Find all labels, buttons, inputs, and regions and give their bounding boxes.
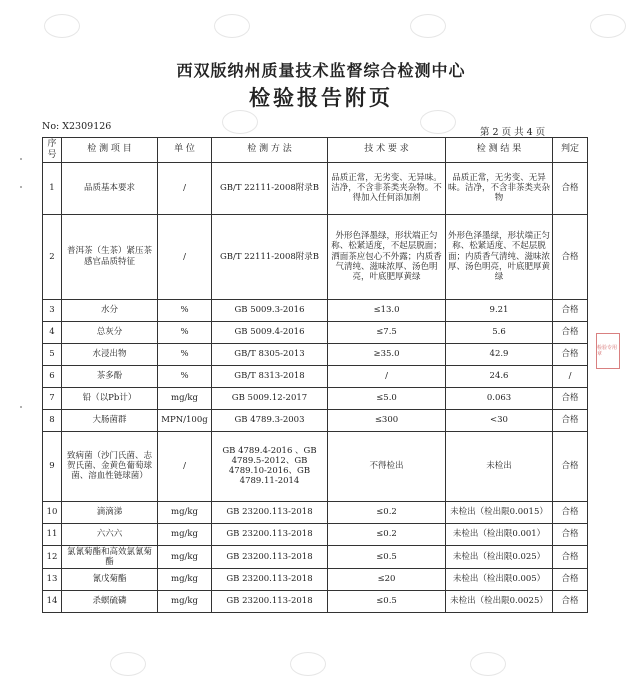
unit-cell: / <box>158 431 212 501</box>
verdict-cell: / <box>553 365 588 387</box>
unit-cell: / <box>158 214 212 299</box>
result-cell: 24.6 <box>446 365 553 387</box>
result-cell: 未检出（检出限0.005） <box>446 568 553 590</box>
column-header: 检 测 结 果 <box>446 138 553 163</box>
test-method-cell: GB 23200.113-2018 <box>212 568 328 590</box>
requirement-cell: ≤0.2 <box>328 501 446 523</box>
requirement-cell: ≤5.0 <box>328 387 446 409</box>
verdict-cell: 合格 <box>553 409 588 431</box>
table-row <box>43 590 588 612</box>
unit-cell: mg/kg <box>158 523 212 545</box>
unit-cell: % <box>158 365 212 387</box>
result-cell: 未检出 <box>446 431 553 501</box>
test-item-cell: 杀螟硫磷 <box>62 590 158 612</box>
test-method-cell: GB 23200.113-2018 <box>212 545 328 568</box>
watermark-seal <box>222 110 258 134</box>
row-number-cell: 13 <box>43 568 62 590</box>
requirement-cell: 品质正常，无劣变、无异味。洁净，不含非茶类夹杂物。不得加入任何添加剂 <box>328 162 446 214</box>
column-header: 判定 <box>553 138 588 163</box>
unit-cell: % <box>158 321 212 343</box>
verdict-cell: 合格 <box>553 343 588 365</box>
test-item-cell: 铅（以Pb计） <box>62 387 158 409</box>
requirement-cell: ≥35.0 <box>328 343 446 365</box>
row-number-cell: 1 <box>43 162 62 214</box>
inspection-seal <box>596 333 620 369</box>
requirement-cell: ≤0.2 <box>328 523 446 545</box>
result-cell: 未检出（检出限0.025） <box>446 545 553 568</box>
result-cell: 9.21 <box>446 299 553 321</box>
requirement-cell: ≤20 <box>328 568 446 590</box>
test-method-cell: GB/T 8305-2013 <box>212 343 328 365</box>
watermark-seal <box>290 652 326 676</box>
verdict-cell: 合格 <box>553 387 588 409</box>
test-method-cell: GB 5009.3-2016 <box>212 299 328 321</box>
requirement-cell: ≤7.5 <box>328 321 446 343</box>
margin-mark <box>20 406 22 408</box>
verdict-cell: 合格 <box>553 431 588 501</box>
unit-cell: mg/kg <box>158 387 212 409</box>
test-method-cell: GB 4789.4-2016 、GB 4789.5-2012、GB 4789.10-2016、GB 4789.11-2014 <box>212 431 328 501</box>
watermark-seal <box>470 652 506 676</box>
column-header: 单 位 <box>158 138 212 163</box>
row-number-cell: 2 <box>43 214 62 299</box>
result-cell: 未检出（检出限0.0025） <box>446 590 553 612</box>
requirement-cell: 不得检出 <box>328 431 446 501</box>
verdict-cell: 合格 <box>553 568 588 590</box>
row-number-cell: 3 <box>43 299 62 321</box>
unit-cell: % <box>158 343 212 365</box>
column-header: 序号 <box>43 138 62 163</box>
requirement-cell: ≤13.0 <box>328 299 446 321</box>
test-item-cell: 大肠菌群 <box>62 409 158 431</box>
test-item-cell: 氯氰菊酯和高效氯氰菊酯 <box>62 545 158 568</box>
row-number-cell: 5 <box>43 343 62 365</box>
document-title: 检验报告附页 <box>249 86 393 110</box>
result-cell: 品质正常，无劣变、无异味。洁净，不含非茶类夹杂物 <box>446 162 553 214</box>
unit-cell: mg/kg <box>158 545 212 568</box>
test-method-cell: GB/T 8313-2018 <box>212 365 328 387</box>
column-header: 技 术 要 求 <box>328 138 446 163</box>
table-row <box>43 365 588 387</box>
test-item-cell: 茶多酚 <box>62 365 158 387</box>
test-item-cell: 品质基本要求 <box>62 162 158 214</box>
test-item-cell: 总灰分 <box>62 321 158 343</box>
unit-cell: % <box>158 299 212 321</box>
row-number-cell: 10 <box>43 501 62 523</box>
row-number-cell: 4 <box>43 321 62 343</box>
verdict-cell: 合格 <box>553 162 588 214</box>
unit-cell: mg/kg <box>158 568 212 590</box>
column-header: 检 测 项 目 <box>62 138 158 163</box>
test-method-cell: GB 5009.4-2016 <box>212 321 328 343</box>
test-method-cell: GB 23200.113-2018 <box>212 501 328 523</box>
table-row <box>43 545 588 568</box>
inspection-results-table <box>42 137 588 613</box>
test-method-cell: GB/T 22111-2008附录B <box>212 162 328 214</box>
verdict-cell: 合格 <box>553 214 588 299</box>
table-row <box>43 431 588 501</box>
watermark-seal <box>420 110 456 134</box>
test-item-cell: 滴滴涕 <box>62 501 158 523</box>
requirement-cell: ≤0.5 <box>328 590 446 612</box>
table-header-row <box>43 138 588 163</box>
table-row <box>43 501 588 523</box>
result-cell: <30 <box>446 409 553 431</box>
verdict-cell: 合格 <box>553 321 588 343</box>
result-cell: 未检出（检出限0.0015） <box>446 501 553 523</box>
report-number: No: X2309126 <box>42 121 112 132</box>
row-number-cell: 7 <box>43 387 62 409</box>
test-item-cell: 氰戊菊酯 <box>62 568 158 590</box>
test-method-cell: GB 4789.3-2003 <box>212 409 328 431</box>
result-cell: 0.063 <box>446 387 553 409</box>
requirement-cell: 外形色泽墨绿，形状端正匀称、松紧适度，不起层脱面；洒面茶应包心不外露；内质香气清纯、滋味浓厚、汤色明亮，叶底肥厚黄绿 <box>328 214 446 299</box>
row-number-cell: 9 <box>43 431 62 501</box>
table-row <box>43 523 588 545</box>
verdict-cell: 合格 <box>553 590 588 612</box>
organization-name: 西双版纳州质量技术监督综合检测中心 <box>176 61 466 80</box>
test-item-cell: 水浸出物 <box>62 343 158 365</box>
result-cell: 42.9 <box>446 343 553 365</box>
result-cell: 外形色泽墨绿，形状端正匀称、松紧适度、不起层脱面；内质香气清纯、滋味浓厚、汤色明亮，叶底肥厚黄绿 <box>446 214 553 299</box>
verdict-cell: 合格 <box>553 501 588 523</box>
margin-mark <box>20 186 22 188</box>
table-row <box>43 162 588 214</box>
test-item-cell: 致病菌（沙门氏菌、志贺氏菌、金黄色葡萄球菌、溶血性链球菌） <box>62 431 158 501</box>
row-number-cell: 8 <box>43 409 62 431</box>
requirement-cell: ≤300 <box>328 409 446 431</box>
verdict-cell: 合格 <box>553 545 588 568</box>
verdict-cell: 合格 <box>553 299 588 321</box>
result-cell: 5.6 <box>446 321 553 343</box>
table-row <box>43 321 588 343</box>
test-item-cell: 六六六 <box>62 523 158 545</box>
test-method-cell: GB 23200.113-2018 <box>212 523 328 545</box>
table-row <box>43 214 588 299</box>
verdict-cell: 合格 <box>553 523 588 545</box>
table-row <box>43 568 588 590</box>
test-item-cell: 水分 <box>62 299 158 321</box>
row-number-cell: 14 <box>43 590 62 612</box>
watermark-seal <box>110 652 146 676</box>
watermark-seal <box>410 14 446 38</box>
watermark-seal <box>44 14 80 38</box>
seal-text: 检验专用 章 <box>597 345 618 357</box>
row-number-cell: 12 <box>43 545 62 568</box>
margin-mark <box>20 158 22 160</box>
test-item-cell: 普洱茶（生茶）紧压茶感官品质特征 <box>62 214 158 299</box>
test-method-cell: GB 23200.113-2018 <box>212 590 328 612</box>
requirement-cell: ≤0.5 <box>328 545 446 568</box>
page-indicator: 第 2 页 共 4 页 <box>480 127 546 138</box>
test-method-cell: GB/T 22111-2008附录B <box>212 214 328 299</box>
unit-cell: MPN/100g <box>158 409 212 431</box>
watermark-seal <box>590 14 626 38</box>
table-row <box>43 299 588 321</box>
unit-cell: mg/kg <box>158 590 212 612</box>
test-method-cell: GB 5009.12-2017 <box>212 387 328 409</box>
column-header: 检 测 方 法 <box>212 138 328 163</box>
requirement-cell: / <box>328 365 446 387</box>
row-number-cell: 6 <box>43 365 62 387</box>
table-row <box>43 387 588 409</box>
result-cell: 未检出（检出限0.001） <box>446 523 553 545</box>
table-row <box>43 343 588 365</box>
row-number-cell: 11 <box>43 523 62 545</box>
unit-cell: mg/kg <box>158 501 212 523</box>
watermark-seal <box>214 14 250 38</box>
table-row <box>43 409 588 431</box>
unit-cell: / <box>158 162 212 214</box>
